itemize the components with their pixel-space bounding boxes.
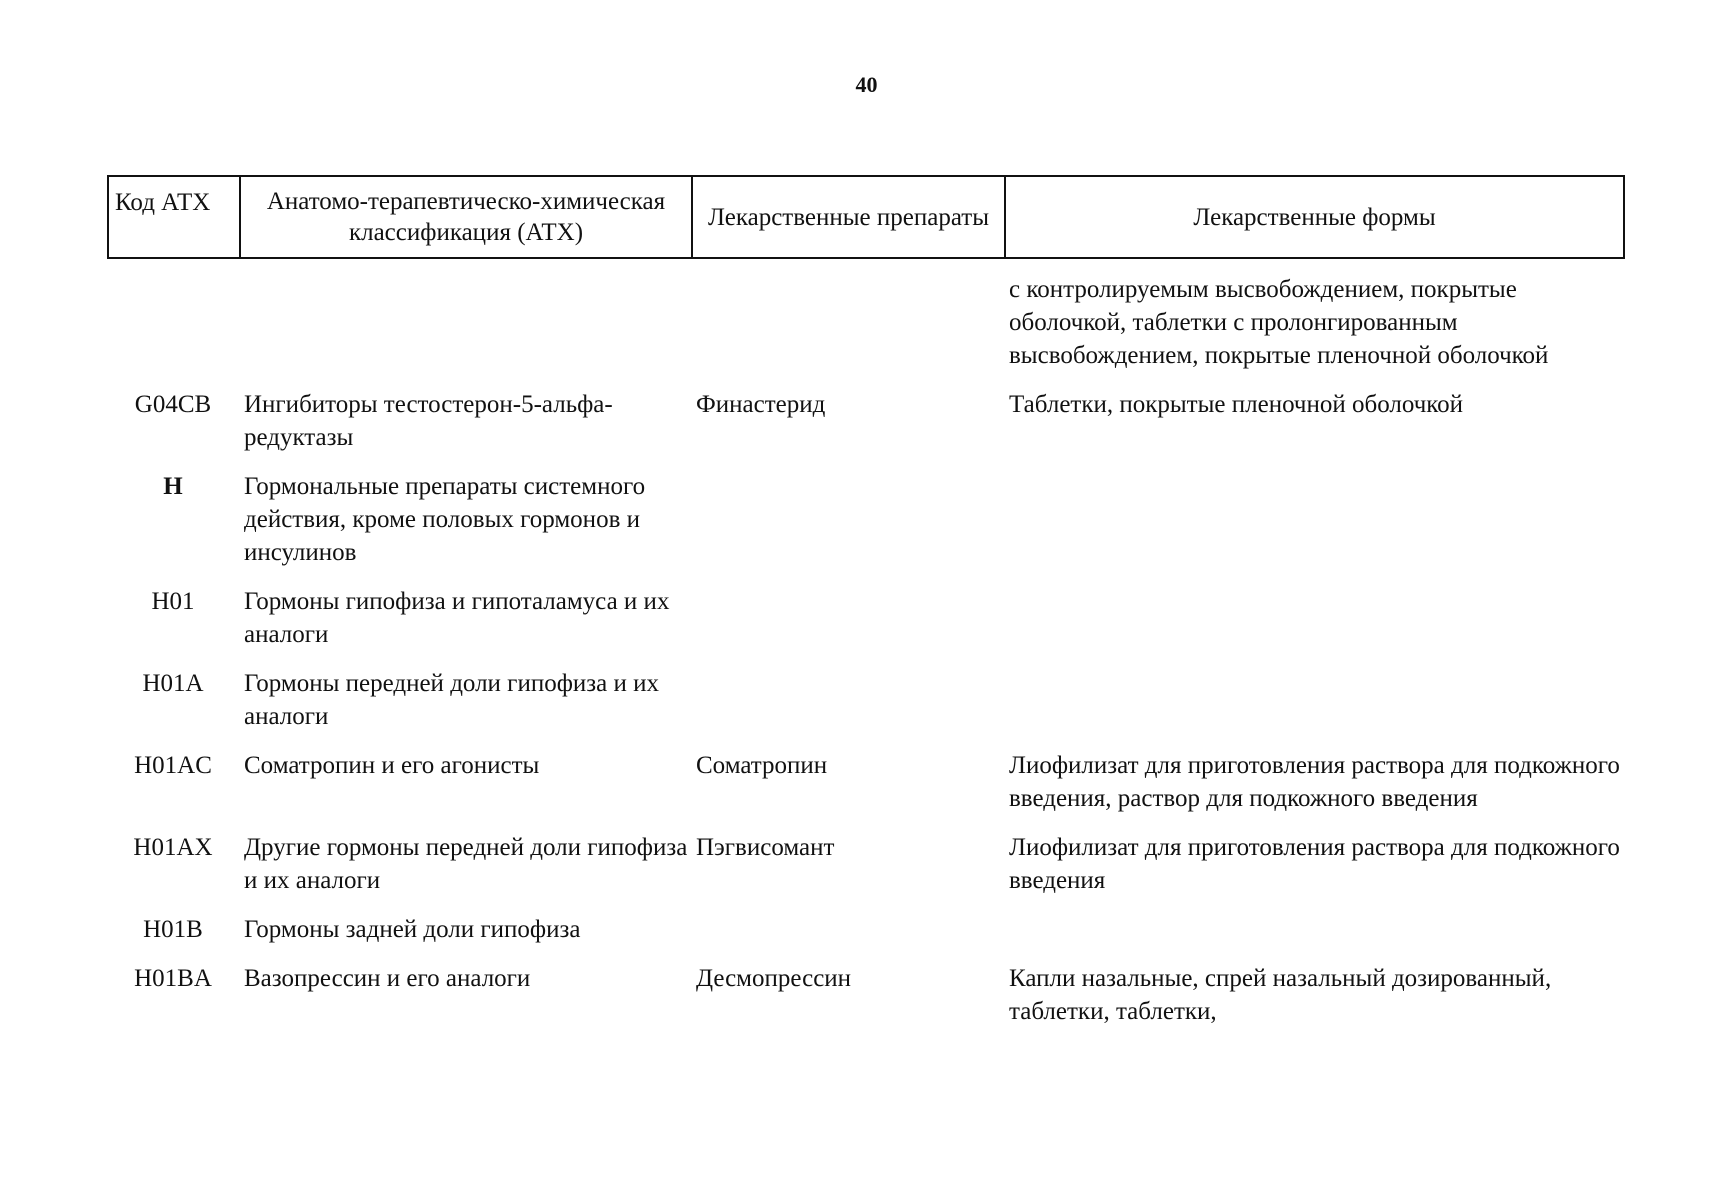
dosage-forms: Лиофилизат для приготовления раствора для подкожного введения, раствор для подкожного введения — [1009, 752, 1620, 812]
table-row — [108, 388, 1624, 470]
dosage-forms — [1005, 913, 1624, 962]
atc-code: H01A — [142, 670, 204, 697]
atc-code: G04CB — [134, 391, 212, 418]
atc-code: H — [163, 473, 183, 500]
drug-name: Десмопрессин — [696, 965, 852, 992]
table-row — [108, 667, 1624, 749]
page-number: 40 — [855, 72, 878, 97]
atc-name: Гормональные препараты системного действия, кроме половых гормонов и инсулинов — [244, 473, 646, 566]
table-row — [108, 962, 1624, 1044]
dosage-forms — [1005, 667, 1624, 749]
table-header — [108, 176, 1624, 258]
table-row — [108, 913, 1624, 962]
atc-name: Ингибиторы тестостерон-5-альфа-редуктазы — [244, 391, 613, 451]
atc-name: Вазопрессин и его аналоги — [244, 965, 531, 992]
atc-code: H01BA — [134, 965, 212, 992]
dosage-forms: Капли назальные, спрей назальный дозированный, таблетки, таблетки, — [1009, 965, 1552, 1025]
dosage-forms: Таблетки, покрытые пленочной оболочкой — [1009, 391, 1464, 418]
atc-name: Гормоны задней доли гипофиза — [244, 916, 581, 943]
header-classification: Анатомо-терапевтическо-химическая классификация (АТХ) — [240, 176, 692, 258]
atc-name: Другие гормоны передней доли гипофиза и их аналоги — [244, 834, 688, 894]
table-row — [108, 258, 1624, 388]
atc-code: H01AX — [133, 834, 213, 861]
atc-name: Гормоны гипофиза и гипоталамуса и их аналоги — [244, 588, 670, 648]
drug-name: Финастерид — [696, 391, 826, 418]
table-row — [108, 749, 1624, 831]
atc-name: Гормоны передней доли гипофиза и их аналоги — [244, 670, 660, 730]
table-row — [108, 470, 1624, 585]
drug-name — [692, 667, 1005, 749]
drug-name: Соматропин — [696, 752, 828, 779]
atc-code: H01B — [143, 916, 203, 943]
drug-name — [692, 913, 1005, 962]
header-forms: Лекарственные формы — [1005, 176, 1624, 258]
atc-table — [107, 175, 1625, 1044]
dosage-forms — [1005, 585, 1624, 667]
header-drugs: Лекарственные препараты — [692, 176, 1005, 258]
atc-name — [240, 258, 692, 388]
atc-code: H01AC — [134, 752, 212, 779]
atc-code — [108, 258, 240, 388]
drug-name — [692, 585, 1005, 667]
table-row — [108, 585, 1624, 667]
drug-name: Пэгвисомант — [696, 834, 835, 861]
atc-name: Соматропин и его агонисты — [244, 752, 540, 779]
header-code: Код АТХ — [108, 176, 240, 258]
dosage-forms: с контролируемым высвобождением, покрытые оболочкой, таблетки с пролонгированным высвобождением, покрытые пленочной оболочкой — [1009, 276, 1549, 369]
drug-name — [692, 470, 1005, 585]
dosage-forms — [1005, 470, 1624, 585]
table-body — [108, 258, 1624, 1044]
atc-code: H01 — [151, 588, 195, 615]
table-row — [108, 831, 1624, 913]
drug-name — [692, 258, 1005, 388]
dosage-forms: Лиофилизат для приготовления раствора для подкожного введения — [1009, 834, 1620, 894]
